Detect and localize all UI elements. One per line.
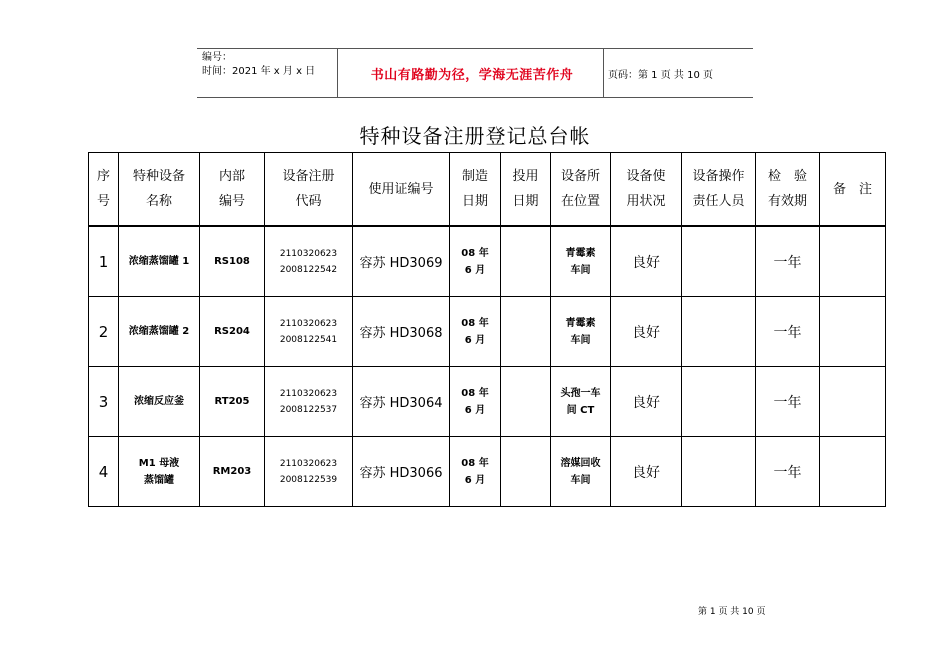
- equipment-name-cell-line: 蒸馏罐: [144, 474, 174, 486]
- manufacture-date-cell-line: 08 年: [461, 457, 489, 469]
- column-header-line: 代码: [295, 194, 322, 209]
- page-footer: 第 1 页 共 10 页: [698, 607, 766, 617]
- manufacture-date-cell-line: 6 月: [464, 334, 486, 346]
- certificate-number-cell: [353, 226, 450, 297]
- equipment-name-cell-line: 浓缩蒸馏罐 2: [128, 326, 190, 337]
- column-header-line: 有效期: [767, 194, 807, 209]
- equipment-ledger-table: [88, 152, 886, 507]
- registration-code-cell-line: 2008122542: [279, 264, 338, 275]
- status-cell-line: 良好: [632, 254, 660, 271]
- operator-cell: [682, 437, 756, 507]
- column-header-line: 内部: [218, 169, 245, 184]
- row-number-cell-line: 4: [98, 462, 109, 481]
- table-body: [89, 226, 886, 507]
- in-service-date-cell: [501, 297, 551, 367]
- internal-number-cell-line: RS204: [214, 326, 250, 337]
- manufacture-date-cell-line: 6 月: [464, 264, 486, 276]
- column-header-line: 设备使: [626, 169, 666, 184]
- column-header-line: 号: [96, 194, 110, 209]
- registration-code-cell: [265, 437, 353, 507]
- column-header: [200, 153, 265, 227]
- manufacture-date-cell-line: 08 年: [461, 247, 489, 259]
- column-header-line: 用状况: [626, 194, 666, 209]
- internal-number-cell: [200, 437, 265, 507]
- manufacture-date-cell-line: 08 年: [461, 387, 489, 399]
- column-header: [353, 153, 450, 227]
- internal-number-cell: [200, 226, 265, 297]
- manufacture-date-cell-line: 08 年: [461, 317, 489, 329]
- location-cell: [551, 367, 611, 437]
- internal-number-cell-line: RT205: [214, 396, 250, 407]
- location-cell-line: 车间: [570, 474, 591, 486]
- header-divider: [603, 49, 604, 97]
- column-header-line: 日期: [461, 194, 488, 209]
- registration-code-cell: [265, 367, 353, 437]
- validity-cell: [756, 437, 820, 507]
- manufacture-date-cell: [450, 437, 501, 507]
- location-cell: [551, 297, 611, 367]
- registration-code-cell-line: 2008122537: [279, 404, 338, 415]
- registration-code-cell: [265, 226, 353, 297]
- equipment-name-cell-line: 浓缩蒸馏罐 1: [128, 256, 190, 267]
- table-row: [89, 437, 886, 507]
- header-divider: [337, 49, 338, 97]
- validity-cell-line: 一年: [773, 464, 802, 481]
- registration-code-cell-line: 2008122539: [279, 474, 338, 485]
- validity-cell: [756, 297, 820, 367]
- column-header-line: 设备所: [560, 169, 600, 184]
- operator-cell: [682, 226, 756, 297]
- manufacture-date-cell-line: 6 月: [464, 404, 486, 416]
- table-row: [89, 367, 886, 437]
- status-cell-line: 良好: [632, 394, 660, 411]
- header-meta: [202, 51, 315, 79]
- column-header-line: 检 验: [767, 169, 807, 184]
- location-cell-line: 青霉素: [565, 317, 596, 329]
- row-number-cell: [89, 297, 119, 367]
- column-header: [450, 153, 501, 227]
- column-header-line: 序: [96, 169, 110, 184]
- location-cell: [551, 226, 611, 297]
- row-number-cell: [89, 226, 119, 297]
- validity-cell: [756, 226, 820, 297]
- column-header-line: 在位置: [560, 194, 600, 209]
- row-number-cell-line: 2: [98, 322, 109, 341]
- validity-cell-line: 一年: [773, 324, 802, 341]
- location-cell-line: 青霉素: [565, 247, 596, 259]
- column-header: [501, 153, 551, 227]
- page-header: [197, 48, 753, 98]
- header-page-info: 页码：第 1 页 共 10 页: [608, 70, 713, 81]
- column-header-line: 制造: [461, 169, 488, 184]
- in-service-date-cell: [501, 226, 551, 297]
- column-header-line: 日期: [512, 194, 539, 209]
- row-number-cell-line: 1: [98, 252, 109, 271]
- document-title: 特种设备注册登记总台帐: [359, 124, 591, 148]
- time-label: 时间：2021 年 x 月 x 日: [202, 66, 316, 77]
- table-row: [89, 226, 886, 297]
- manufacture-date-cell: [450, 367, 501, 437]
- column-header-line: 责任人员: [692, 194, 745, 209]
- equipment-name-cell: [119, 367, 200, 437]
- registration-code-cell-line: 2110320623: [279, 248, 338, 259]
- certificate-number-cell: [353, 297, 450, 367]
- equipment-name-cell: [119, 297, 200, 367]
- location-cell-line: 溶媒回收: [560, 457, 601, 469]
- column-header: [119, 153, 200, 227]
- remark-cell: [820, 367, 886, 437]
- row-number-cell: [89, 367, 119, 437]
- column-header-line: 设备注册: [282, 169, 335, 184]
- validity-cell-line: 一年: [773, 394, 802, 411]
- manufacture-date-cell: [450, 226, 501, 297]
- certificate-number-cell: [353, 437, 450, 507]
- certificate-number-cell-line: 容苏 HD3069: [359, 256, 443, 271]
- validity-cell: [756, 367, 820, 437]
- header-motto: 书山有路勤为径，学海无涯苦作舟: [370, 68, 574, 83]
- column-header-line: 使用证编号: [368, 181, 434, 197]
- certificate-number-cell-line: 容苏 HD3064: [359, 396, 443, 411]
- table-row: [89, 297, 886, 367]
- validity-cell-line: 一年: [773, 254, 802, 271]
- equipment-name-cell: [119, 437, 200, 507]
- operator-cell: [682, 297, 756, 367]
- column-header-line: 特种设备: [132, 169, 185, 184]
- equipment-name-cell-line: 浓缩反应釜: [134, 396, 184, 407]
- column-header: [682, 153, 756, 227]
- table-header-row: [89, 153, 886, 227]
- certificate-number-cell-line: 容苏 HD3066: [359, 466, 443, 481]
- in-service-date-cell: [501, 367, 551, 437]
- internal-number-cell: [200, 297, 265, 367]
- column-header: [265, 153, 353, 227]
- location-cell-line: 车间: [570, 334, 591, 346]
- internal-number-cell: [200, 367, 265, 437]
- remark-cell: [820, 226, 886, 297]
- location-cell-line: 头孢一车: [560, 387, 601, 399]
- registration-code-cell-line: 2008122541: [279, 334, 338, 345]
- equipment-name-cell-line: M1 母液: [138, 457, 180, 469]
- row-number-cell-line: 3: [98, 392, 109, 411]
- certificate-number-cell-line: 容苏 HD3068: [359, 326, 443, 341]
- column-header-line: 设备操作: [692, 169, 745, 184]
- in-service-date-cell: [501, 437, 551, 507]
- status-cell: [611, 226, 682, 297]
- column-header: [89, 153, 119, 227]
- column-header-line: 编号: [218, 194, 245, 209]
- status-cell: [611, 367, 682, 437]
- registration-code-cell-line: 2110320623: [279, 318, 338, 329]
- operator-cell: [682, 367, 756, 437]
- registration-code-cell-line: 2110320623: [279, 458, 338, 469]
- column-header: [756, 153, 820, 227]
- location-cell: [551, 437, 611, 507]
- internal-number-cell-line: RS108: [214, 256, 250, 267]
- column-header: [611, 153, 682, 227]
- column-header: [551, 153, 611, 227]
- location-cell-line: 车间: [570, 264, 591, 276]
- internal-number-cell-line: RM203: [212, 466, 252, 477]
- column-header-line: 备 注: [832, 181, 872, 197]
- registration-code-cell-line: 2110320623: [279, 388, 338, 399]
- registration-code-cell: [265, 297, 353, 367]
- remark-cell: [820, 437, 886, 507]
- remark-cell: [820, 297, 886, 367]
- row-number-cell: [89, 437, 119, 507]
- certificate-number-cell: [353, 367, 450, 437]
- equipment-name-cell: [119, 226, 200, 297]
- location-cell-line: 间 CT: [566, 404, 595, 416]
- status-cell-line: 良好: [632, 464, 660, 481]
- column-header-line: 投用: [512, 169, 539, 184]
- manufacture-date-cell-line: 6 月: [464, 474, 486, 486]
- column-header-line: 名称: [145, 194, 172, 209]
- status-cell: [611, 297, 682, 367]
- status-cell: [611, 437, 682, 507]
- column-header: [820, 153, 886, 227]
- status-cell-line: 良好: [632, 324, 660, 341]
- manufacture-date-cell: [450, 297, 501, 367]
- number-label: 编号：: [202, 52, 232, 63]
